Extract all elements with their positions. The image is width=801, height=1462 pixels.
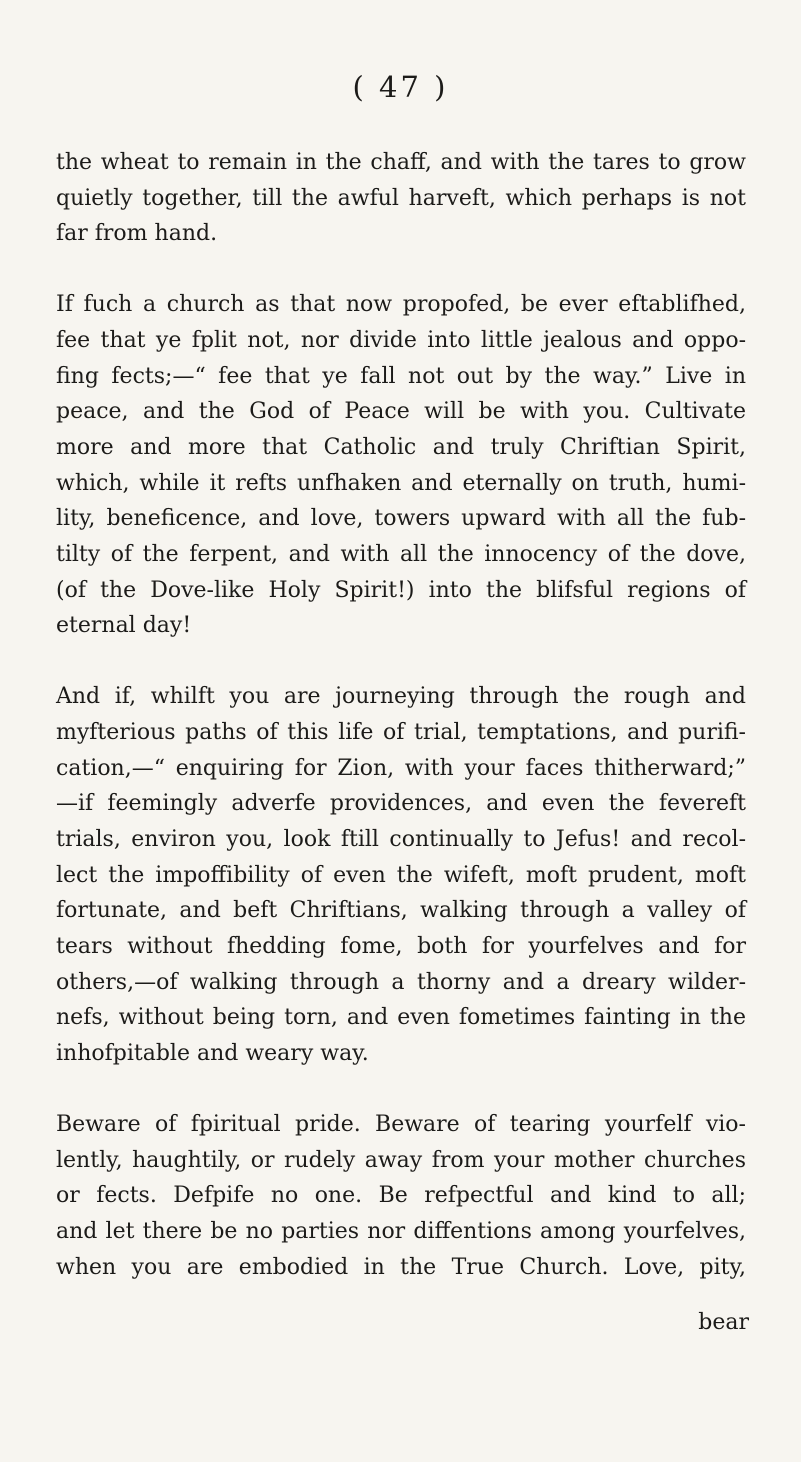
text-line: lently, haughtily, or rudely away from your mother churches <box>56 1147 746 1173</box>
paragraph <box>56 287 746 644</box>
text-line: or fects. Defpife no one. Be refpectful and kind to all; <box>56 1183 746 1209</box>
text-line: myfterious paths of this life of trial, temptations, and purifi- <box>56 719 746 745</box>
paragraph <box>56 1107 746 1286</box>
text-line: when you are embodied in the True Church. Love, pity, <box>56 1254 746 1280</box>
text-line: Beware of fpiritual pride. Beware of tearing yourfelf vio- <box>56 1111 746 1137</box>
text-line: cation,—“ enquiring for Zion, with your faces thitherward;” <box>56 755 746 781</box>
text-line: more and more that Catholic and truly Chriftian Spirit, <box>56 434 746 460</box>
text-line: tilty of the ferpent, and with all the innocency of the dove, <box>56 542 746 568</box>
text-line: others,—of walking through a thorny and a dreary wilder- <box>56 969 746 995</box>
text-line: tears without fhedding fome, both for yourfelves and for <box>56 934 746 960</box>
text-line: eternal day! <box>56 613 192 639</box>
text-line: quietly together, till the awful harveft, which perhaps is not <box>56 185 746 211</box>
text-line: fing fects;—“ fee that ye fall not out by the way.” Live in <box>56 363 746 389</box>
text-line: lity, beneficence, and love, towers upward with all the fub- <box>56 506 746 532</box>
text-line: far from hand. <box>56 221 218 247</box>
paragraph <box>56 145 746 252</box>
text-line: nefs, without being torn, and even fometimes fainting in the <box>56 1005 746 1031</box>
paragraph <box>56 679 746 1072</box>
text-line: (of the Dove-like Holy Spirit!) into the blifsful regions of <box>56 577 746 603</box>
text-line: If fuch a church as that now propofed, be ever eftablifhed, <box>56 292 746 318</box>
catchword: bear <box>698 1310 749 1335</box>
text-line: And if, whilft you are journeying through the rough and <box>56 684 746 710</box>
text-line: which, while it refts unfhaken and eternally on truth, humi- <box>56 470 746 496</box>
text-line: and let there be no parties nor diffentions among yourfelves, <box>56 1218 746 1244</box>
text-line: trials, environ you, look ftill continually to Jefus! and recol- <box>56 826 746 852</box>
text-line: inhofpitable and weary way. <box>56 1041 369 1067</box>
text-line: peace, and the God of Peace will be with you. Cultivate <box>56 399 746 425</box>
body-text <box>56 145 746 1320</box>
page-number: ( 47 ) <box>352 70 449 104</box>
text-line: fortunate, and beft Chriftians, walking through a valley of <box>56 898 746 924</box>
text-line: lect the impoffibility of even the wifeft, moft prudent, moft <box>56 862 746 888</box>
text-line: the wheat to remain in the chaff, and with the tares to grow <box>56 150 746 175</box>
text-line: —if feemingly adverfe providences, and even the fevereft <box>56 791 746 817</box>
text-line: fee that ye fplit not, nor divide into little jealous and oppo- <box>56 327 746 353</box>
